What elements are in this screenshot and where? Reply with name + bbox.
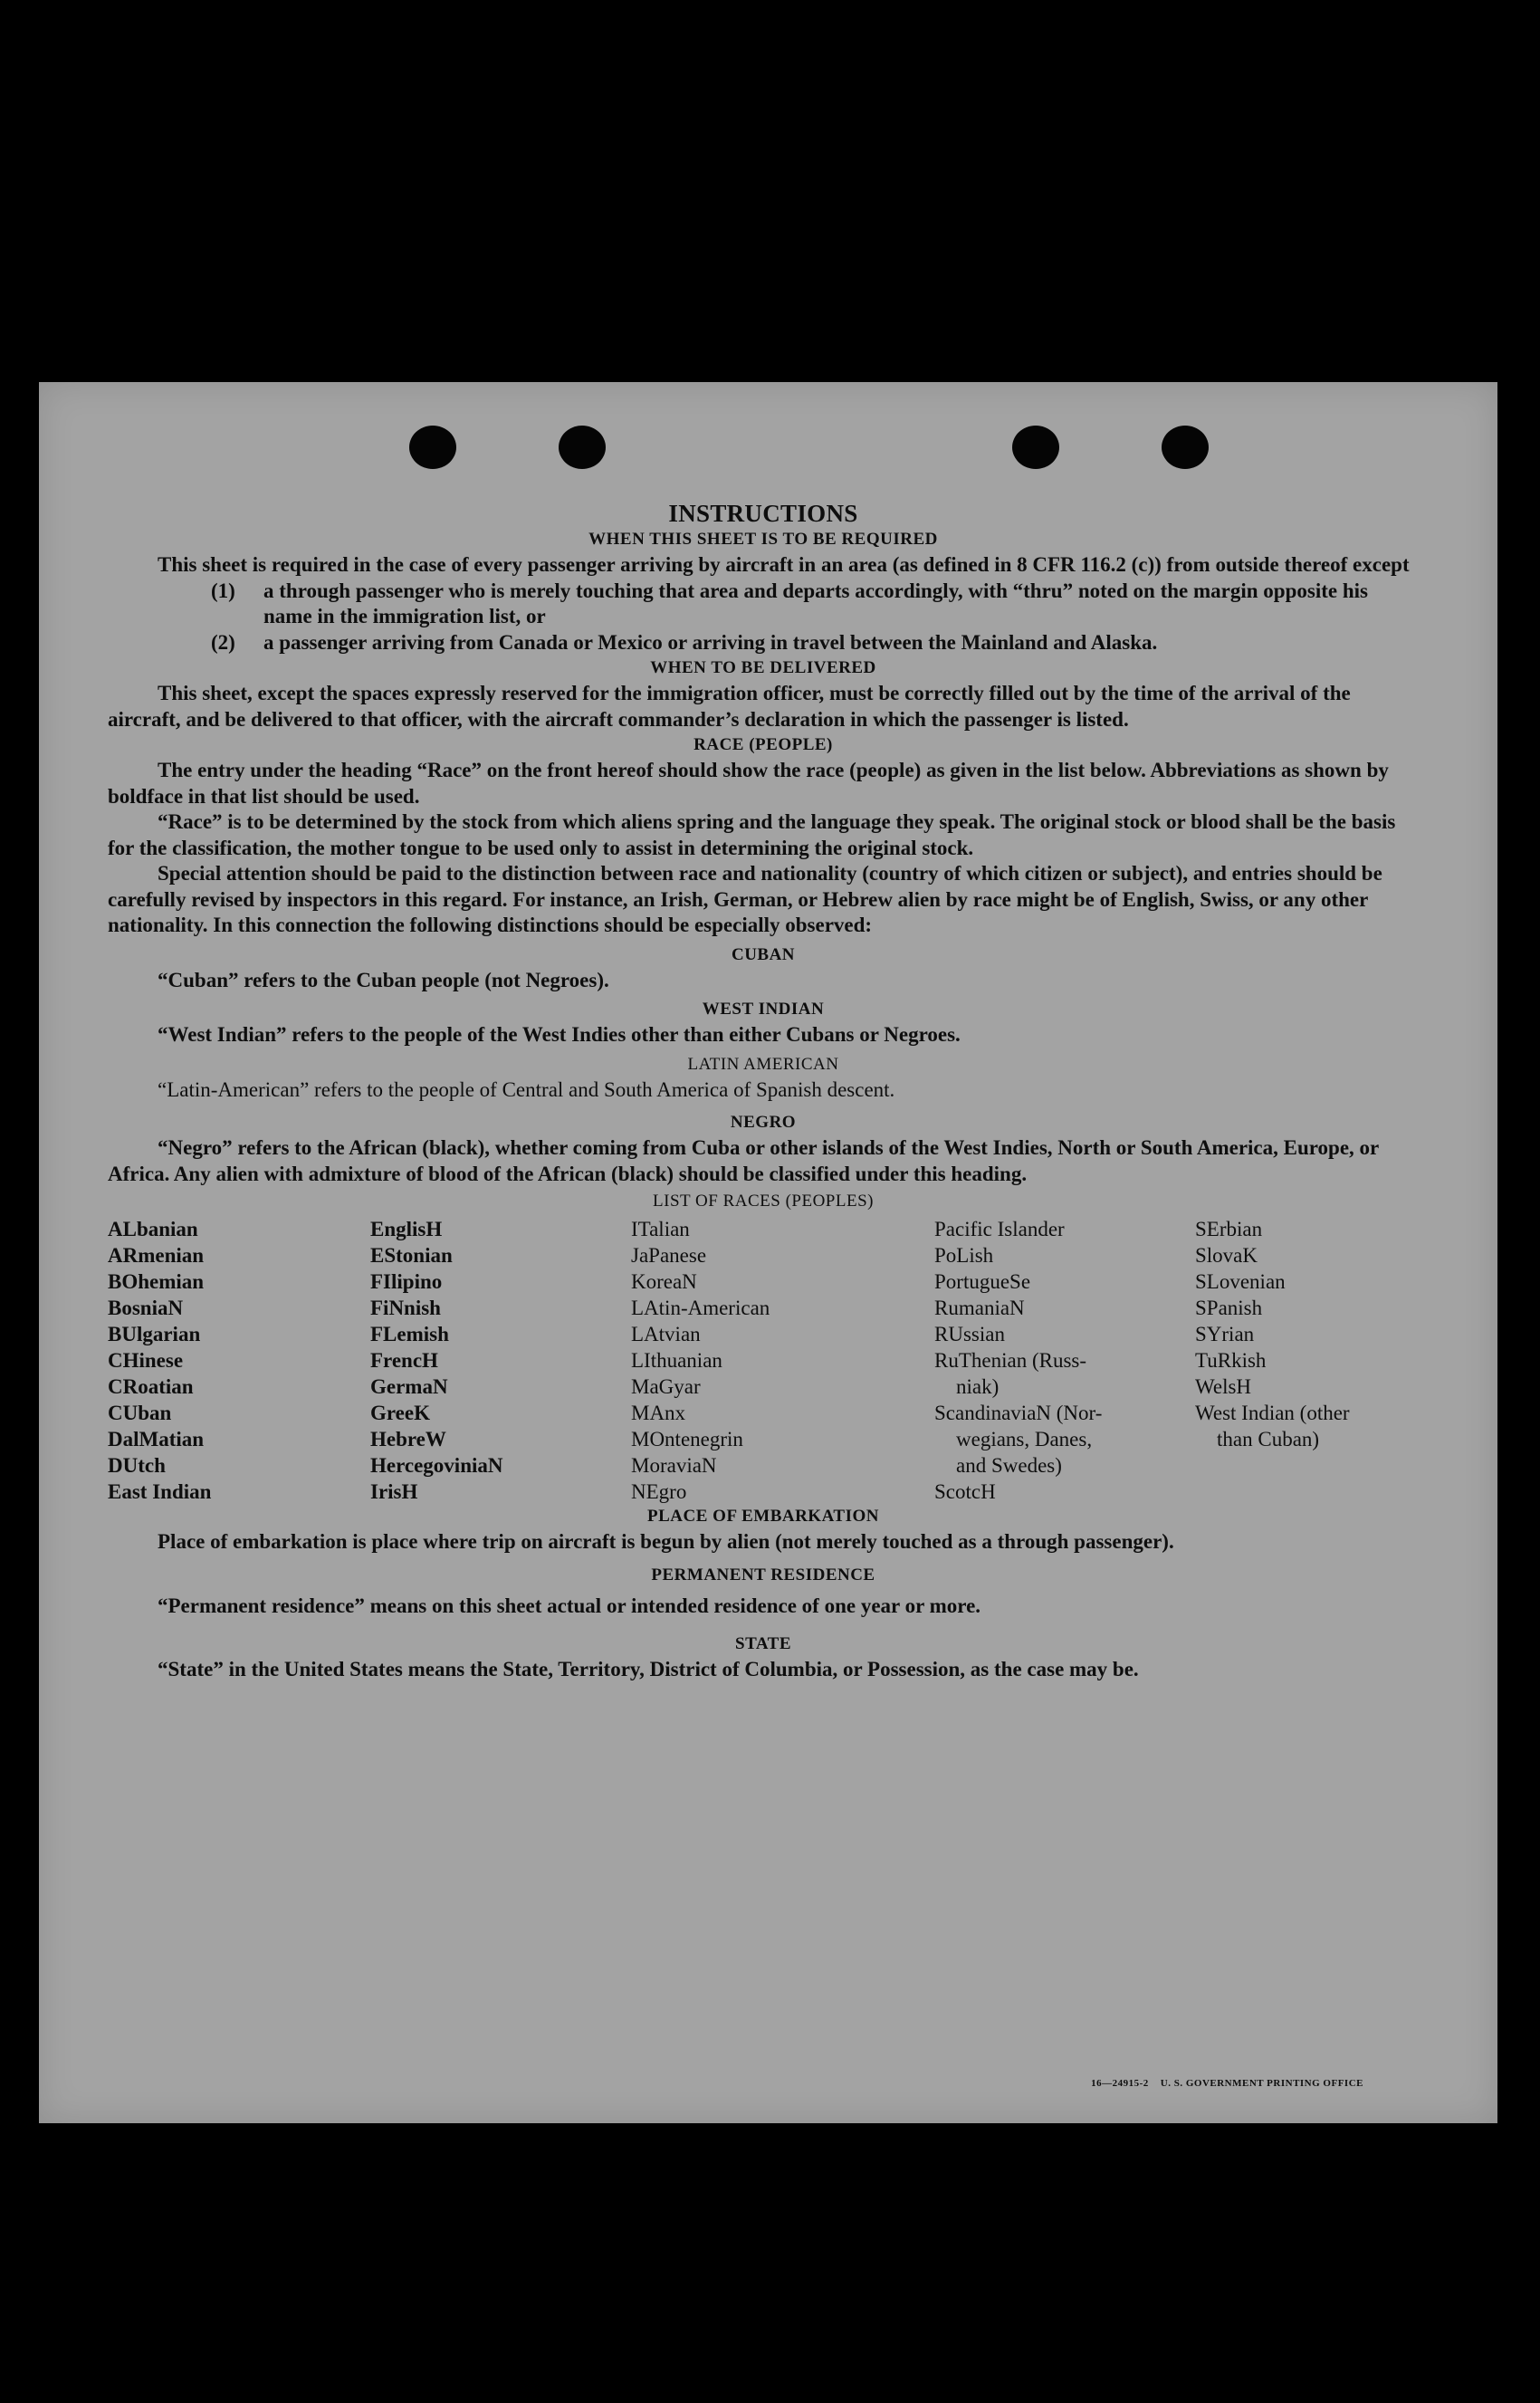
race-entry: wegians, Danes, — [956, 1428, 1093, 1450]
race-entry: NEgro — [631, 1480, 687, 1503]
races-list — [108, 1216, 1419, 1504]
printer-name: U. S. GOVERNMENT PRINTING OFFICE — [1160, 2078, 1363, 2089]
race-entry: LIthuanian — [631, 1349, 722, 1372]
race-entry: MAnx — [631, 1402, 686, 1424]
race-entry: EnglisH — [370, 1218, 443, 1240]
race-entry: SlovaK — [1195, 1244, 1258, 1267]
race-entry: MoraviaN — [631, 1454, 717, 1477]
when-required-intro: This sheet is required in the case of every passenger arriving by aircraft in an area (as defined in 8 CFR 116.2 (c)) from outside thereof except — [158, 553, 1410, 576]
print-code — [1091, 2078, 1363, 2089]
race-entry: TuRkish — [1195, 1349, 1267, 1372]
page-title: INSTRUCTIONS — [668, 500, 858, 527]
race-entry: CHinese — [108, 1349, 184, 1372]
race-entry: BosniaN — [108, 1297, 184, 1319]
document-sheet — [39, 382, 1497, 2123]
race-entry: niak) — [956, 1375, 1000, 1398]
race-entry: KoreaN — [631, 1270, 697, 1293]
race-entry: than Cuban) — [1217, 1428, 1320, 1450]
race-entry: HercegoviniaN — [370, 1454, 503, 1477]
race-entry: CRoatian — [108, 1375, 194, 1398]
section-heading-embarkation: PLACE OF EMBARKATION — [647, 1507, 879, 1526]
race-entry: SYrian — [1195, 1323, 1255, 1345]
race-entry: MOntenegrin — [631, 1428, 743, 1450]
exception-number: (1) — [211, 579, 235, 602]
races-column-5 — [1195, 1216, 1350, 1452]
when-delivered-text: This sheet, except the spaces expressly reserved for the immigration officer, must be correctly filled out by the time of the arrival of the aircraft, and be delivered to that officer, with the aircraft commander’s declaration in which the passenger is listed. — [108, 682, 1351, 731]
race-entry: FLemish — [370, 1323, 449, 1345]
race-entry: GermaN — [370, 1375, 448, 1398]
race-entry: HebreW — [370, 1428, 446, 1450]
races-column-1 — [108, 1216, 211, 1505]
exception-item — [108, 579, 1419, 630]
exception-number: (2) — [211, 630, 235, 654]
races-column-2 — [370, 1216, 503, 1505]
west-indian-text: “West Indian” refers to the people of the West Indies other than either Cubans or Negroes. — [158, 1023, 961, 1046]
race-entry: ALbanian — [108, 1218, 198, 1240]
section-heading-permanent-residence: PERMANENT RESIDENCE — [651, 1565, 875, 1584]
race-entry: FrencH — [370, 1349, 438, 1372]
race-entry: WelsH — [1195, 1375, 1252, 1398]
race-entry: IrisH — [370, 1480, 418, 1503]
race-entry: RUssian — [934, 1323, 1005, 1345]
race-entry: East Indian — [108, 1480, 212, 1503]
exception-text: a through passenger who is merely touching that area and departs accordingly, with “thru” noted on the margin opposite his name in the immigration list, or — [263, 579, 1368, 627]
race-entry: ScotcH — [934, 1480, 996, 1503]
section-heading-list-of-races: LIST OF RACES (PEOPLES) — [653, 1192, 874, 1211]
embarkation-text: Place of embarkation is place where trip on aircraft is begun by alien (not merely touched as a through passenger). — [158, 1530, 1174, 1553]
race-entry: GreeK — [370, 1402, 430, 1424]
race-entry: ITalian — [631, 1218, 690, 1240]
races-column-4 — [934, 1216, 1102, 1505]
punch-hole — [559, 426, 606, 469]
section-heading-negro: NEGRO — [730, 1113, 797, 1132]
race-entry: PoLish — [934, 1244, 994, 1267]
section-heading-west-indian: WEST INDIAN — [702, 1000, 825, 1019]
instructions-content — [108, 500, 1419, 1683]
state-text: “State” in the United States means the State, Territory, District of Columbia, or Possession, as the case may be. — [158, 1658, 1139, 1680]
race-entry: EStonian — [370, 1244, 453, 1267]
negro-text: “Negro” refers to the African (black), whether coming from Cuba or other islands of the West Indies, North or South America, Europe, or Africa. Any alien with admixture of blood of the African (black) should be classified under this heading. — [108, 1136, 1379, 1185]
race-entry: SPanish — [1195, 1297, 1263, 1319]
race-entry: and Swedes) — [956, 1454, 1062, 1477]
latin-american-text: “Latin-American” refers to the people of Central and South America of Spanish descent. — [158, 1077, 895, 1101]
punch-hole — [1162, 426, 1209, 469]
exception-text: a passenger arriving from Canada or Mexico or arriving in travel between the Mainland and Alaska. — [263, 630, 1158, 654]
race-entry: RumaniaN — [934, 1297, 1025, 1319]
exceptions-list — [108, 579, 1419, 656]
race-entry: West Indian (other — [1195, 1402, 1350, 1424]
race-entry: Pacific Islander — [934, 1218, 1065, 1240]
exception-item — [108, 630, 1419, 656]
race-entry: ScandinaviaN (Nor- — [934, 1402, 1103, 1424]
race-entry: LAtin-American — [631, 1297, 770, 1319]
race-entry: PortugueSe — [934, 1270, 1031, 1293]
races-column-3 — [631, 1216, 770, 1505]
race-paragraph: “Race” is to be determined by the stock from which aliens spring and the language they speak. The original stock or blood shall be the basis for the classification, the mother tongue to be used only to assist in determining the original stock. — [108, 810, 1396, 859]
race-entry: BUlgarian — [108, 1323, 201, 1345]
race-entry: JaPanese — [631, 1244, 707, 1267]
race-entry: MaGyar — [631, 1375, 701, 1398]
race-entry: DalMatian — [108, 1428, 205, 1450]
section-heading-latin-american: LATIN AMERICAN — [687, 1054, 839, 1074]
section-heading-race: RACE (PEOPLE) — [693, 735, 833, 754]
race-entry: RuThenian (Russ- — [934, 1349, 1087, 1372]
race-entry: SLovenian — [1195, 1270, 1286, 1293]
race-paragraph: Special attention should be paid to the distinction between race and nationality (country of which citizen or subject), and entries should be carefully revised by inspectors in this regard. For instance, an Irish, German, or Hebrew alien by race might be of English, Swiss, or any other nationality. In this connection the following distinctions should be especially observed: — [108, 862, 1382, 936]
form-code: 16—24915-2 — [1091, 2078, 1149, 2089]
race-entry: SErbian — [1195, 1218, 1263, 1240]
punch-hole — [409, 426, 456, 469]
section-heading-when-required: WHEN THIS SHEET IS TO BE REQUIRED — [588, 530, 938, 549]
section-heading-when-delivered: WHEN TO BE DELIVERED — [650, 658, 876, 677]
cuban-text: “Cuban” refers to the Cuban people (not Negroes). — [158, 968, 609, 991]
race-paragraph: The entry under the heading “Race” on the front hereof should show the race (people) as given in the list below. Abbreviations as shown by boldface in that list should be used. — [108, 759, 1389, 808]
punch-hole — [1012, 426, 1059, 469]
race-entry: CUban — [108, 1402, 172, 1424]
race-entry: ARmenian — [108, 1244, 205, 1267]
race-entry: FIlipino — [370, 1270, 443, 1293]
permanent-residence-text: “Permanent residence” means on this sheet actual or intended residence of one year or more. — [158, 1594, 981, 1617]
race-entry: LAtvian — [631, 1323, 701, 1345]
race-entry: BOhemian — [108, 1270, 205, 1293]
race-entry: FiNnish — [370, 1297, 441, 1319]
section-heading-cuban: CUBAN — [731, 944, 796, 964]
section-heading-state: STATE — [735, 1634, 791, 1653]
race-entry: DUtch — [108, 1454, 166, 1477]
